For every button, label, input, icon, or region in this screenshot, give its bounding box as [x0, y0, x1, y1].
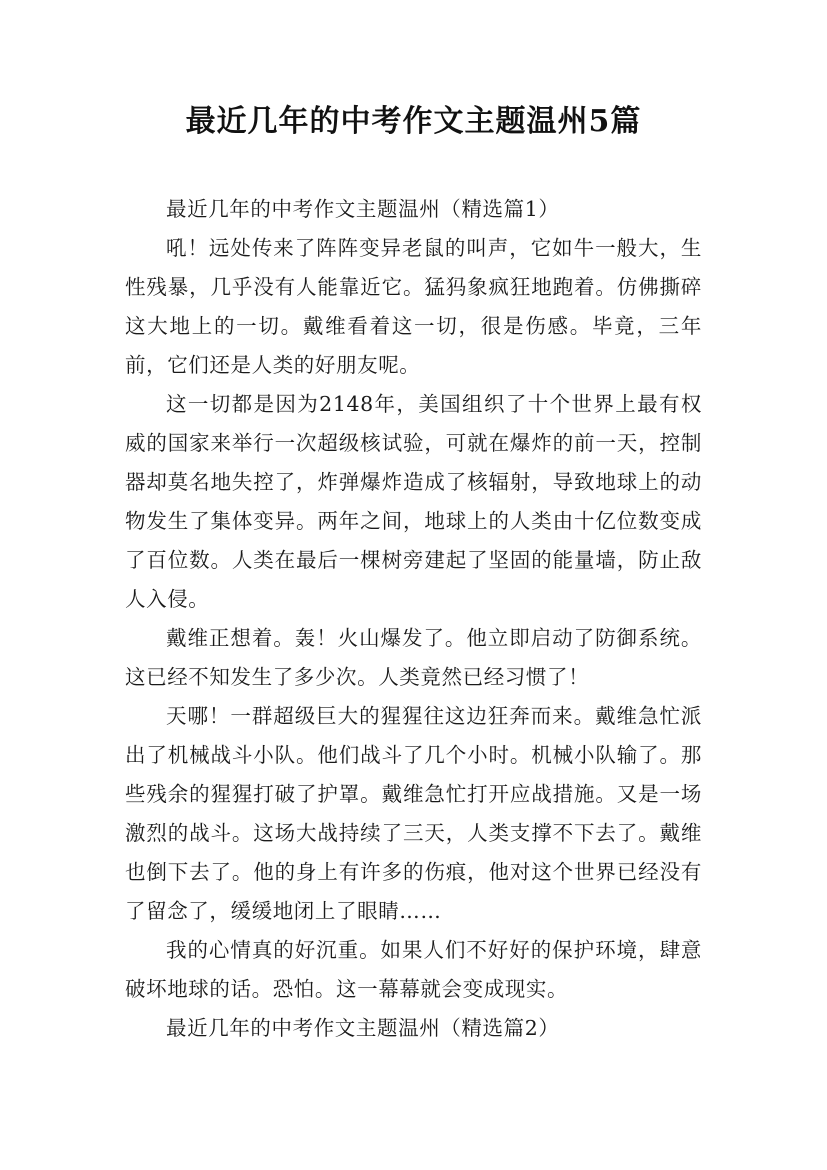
- paragraph: 天哪！一群超级巨大的猩猩往这边狂奔而来。戴维急忙派出了机械战斗小队。他们战斗了几个小时。机械小队输了。那些残余的猩猩打破了护罩。戴维急忙打开应战措施。又是一场激烈的战斗。这场大战持续了三天，人类支撑不下去了。戴维也倒下去了。他的身上有许多的伤痕，他对这个世界已经没有了留念了，缓缓地闭上了眼睛……: [125, 704, 702, 923]
- paragraph: 吼！远处传来了阵阵变异老鼠的叫声，它如牛一般大，生性残暴，几乎没有人能靠近它。猛犸象疯狂地跑着。仿佛撕碎这大地上的一切。戴维看着这一切，很是伤感。毕竟，三年前，它们还是人类的好朋友呢。: [125, 236, 702, 377]
- paragraph: 戴维正想着。轰！火山爆发了。他立即启动了防御系统。这已经不知发生了多少次。人类竟然已经习惯了！: [125, 626, 702, 689]
- paragraph: 我的心情真的好沉重。如果人们不好好的保护环境，肆意破坏地球的话。恐怕。这一幕幕就会变成现实。: [125, 938, 702, 1001]
- document-body: [125, 190, 702, 1048]
- document-title: 最近几年的中考作文主题温州5篇: [185, 104, 642, 139]
- section-heading: 最近几年的中考作文主题温州（精选篇2）: [166, 1016, 560, 1040]
- paragraph: 这一切都是因为2148年，美国组织了十个世界上最有权威的国家来举行一次超级核试验，可就在爆炸的前一天，控制器却莫名地失控了，炸弹爆炸造成了核辐射，导致地球上的动物发生了集体变异。两年之间，地球上的人类由十亿位数变成了百位数。人类在最后一棵树旁建起了坚固的能量墙，防止敌人入侵。: [125, 392, 702, 611]
- section-heading: 最近几年的中考作文主题温州（精选篇1）: [166, 197, 560, 221]
